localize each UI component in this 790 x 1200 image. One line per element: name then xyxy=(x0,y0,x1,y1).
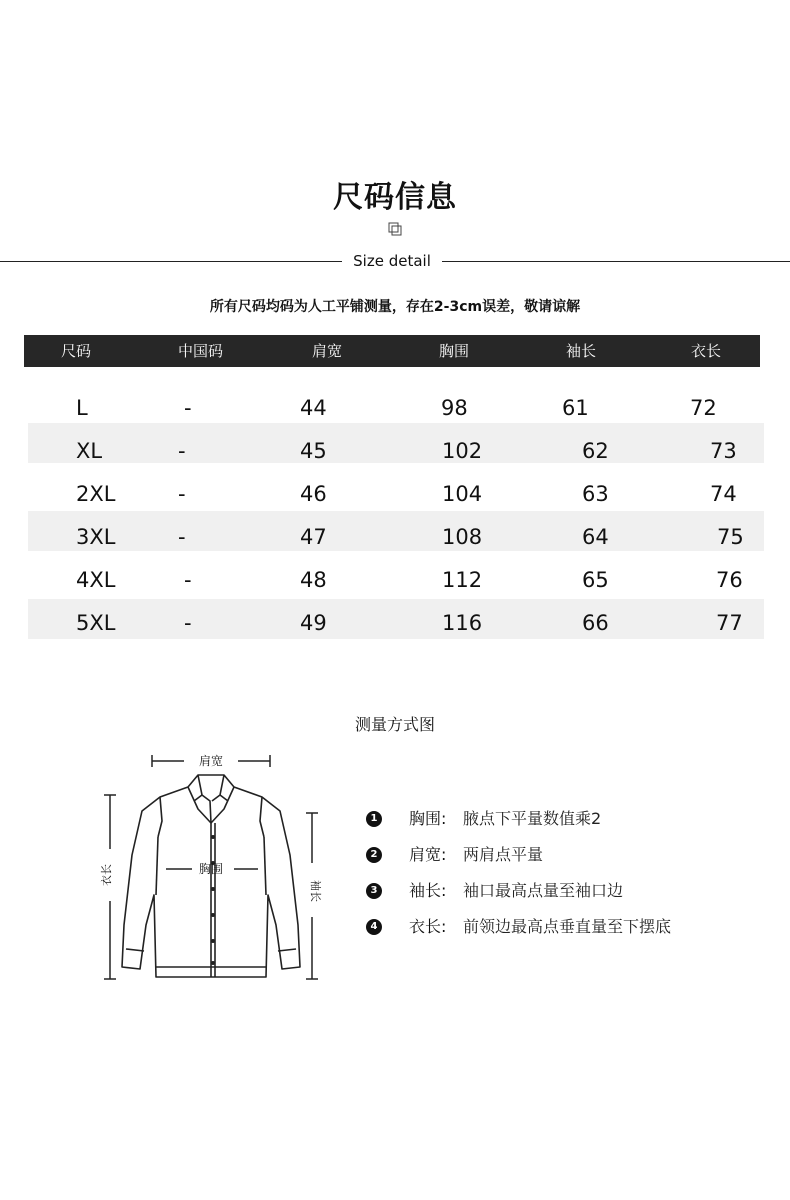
cell-length: 72 xyxy=(690,396,717,420)
table-row xyxy=(28,388,764,428)
measurement-note: 所有尺码均码为人工平铺测量，存在2-3cm误差，敬请谅解 xyxy=(209,299,581,315)
legend-number: 4 xyxy=(366,919,382,935)
legend-item-length xyxy=(366,916,696,940)
legend-label: 衣长: xyxy=(409,917,447,936)
legend-description: 前领边最高点垂直量至下摆底 xyxy=(463,917,672,936)
table-row xyxy=(28,474,764,514)
column-header-chest: 胸围 xyxy=(439,342,470,360)
cell-sleeve: 66 xyxy=(582,611,609,635)
cell-china-size: - xyxy=(184,611,192,635)
length-label: 衣长 xyxy=(100,864,113,886)
shirt-icon xyxy=(122,775,300,977)
subtitle-row xyxy=(0,250,790,274)
table-row xyxy=(28,511,764,551)
chest-label: 胸围 xyxy=(198,862,224,876)
column-header-shoulder: 肩宽 xyxy=(312,342,343,360)
column-header-size: 尺码 xyxy=(61,342,92,360)
cell-shoulder: 47 xyxy=(300,525,327,549)
legend-number: 1 xyxy=(366,811,382,827)
size-table-header xyxy=(24,335,760,367)
shoulder-label: 肩宽 xyxy=(198,754,224,768)
cell-sleeve: 61 xyxy=(562,396,589,420)
cell-length: 74 xyxy=(710,482,737,506)
cell-chest: 112 xyxy=(442,568,483,592)
cell-sleeve: 64 xyxy=(582,525,609,549)
cell-shoulder: 46 xyxy=(300,482,327,506)
cell-china-size: - xyxy=(184,568,192,592)
subtitle: Size detail xyxy=(353,252,431,270)
legend-label: 肩宽: xyxy=(409,845,447,864)
cell-shoulder: 48 xyxy=(300,568,327,592)
column-header-china-size: 中国码 xyxy=(178,342,224,360)
legend-description: 腋点下平量数值乘2 xyxy=(463,809,602,828)
table-row xyxy=(28,599,764,639)
cell-size: L xyxy=(76,396,88,420)
table-row xyxy=(28,560,764,600)
cell-china-size: - xyxy=(178,482,186,506)
legend-description: 两肩点平量 xyxy=(463,845,544,864)
legend-number: 3 xyxy=(366,883,382,899)
legend-label: 袖长: xyxy=(409,881,447,900)
length-measure-line xyxy=(104,795,116,979)
legend-item-shoulder xyxy=(366,844,696,868)
cell-chest: 102 xyxy=(442,439,483,463)
cell-sleeve: 65 xyxy=(582,568,609,592)
cell-size: 5XL xyxy=(76,611,116,635)
column-header-length: 衣长 xyxy=(691,342,722,360)
divider-left xyxy=(0,261,342,262)
divider-right xyxy=(442,261,790,262)
cell-size: XL xyxy=(76,439,103,463)
cell-shoulder: 44 xyxy=(300,396,327,420)
sleeve-label: 袖长 xyxy=(309,880,322,902)
cell-length: 76 xyxy=(716,568,743,592)
cell-china-size: - xyxy=(178,525,186,549)
cell-shoulder: 49 xyxy=(300,611,327,635)
cell-size: 2XL xyxy=(76,482,116,506)
diagram-title: 测量方式图 xyxy=(354,715,435,734)
cell-sleeve: 63 xyxy=(582,482,609,506)
page-title: 尺码信息 xyxy=(333,180,457,215)
legend-item-sleeve xyxy=(366,880,696,904)
legend-description: 袖口最高点量至袖口边 xyxy=(463,881,624,900)
cell-china-size: - xyxy=(178,439,186,463)
cell-length: 75 xyxy=(717,525,744,549)
cell-shoulder: 45 xyxy=(300,439,327,463)
cell-china-size: - xyxy=(184,396,192,420)
legend-item-chest xyxy=(366,808,696,832)
legend-label: 胸围: xyxy=(409,809,447,828)
cell-size: 3XL xyxy=(76,525,116,549)
cell-size: 4XL xyxy=(76,568,116,592)
shirt-measurement-diagram xyxy=(98,745,338,995)
cell-chest: 116 xyxy=(442,611,483,635)
cell-sleeve: 62 xyxy=(582,439,609,463)
cell-length: 73 xyxy=(710,439,737,463)
title-ornament-icon xyxy=(388,222,402,236)
cell-length: 77 xyxy=(716,611,743,635)
column-header-sleeve: 袖长 xyxy=(566,342,597,360)
legend-number: 2 xyxy=(366,847,382,863)
cell-chest: 98 xyxy=(441,396,468,420)
table-row xyxy=(28,423,764,463)
cell-chest: 104 xyxy=(442,482,483,506)
cell-chest: 108 xyxy=(442,525,483,549)
